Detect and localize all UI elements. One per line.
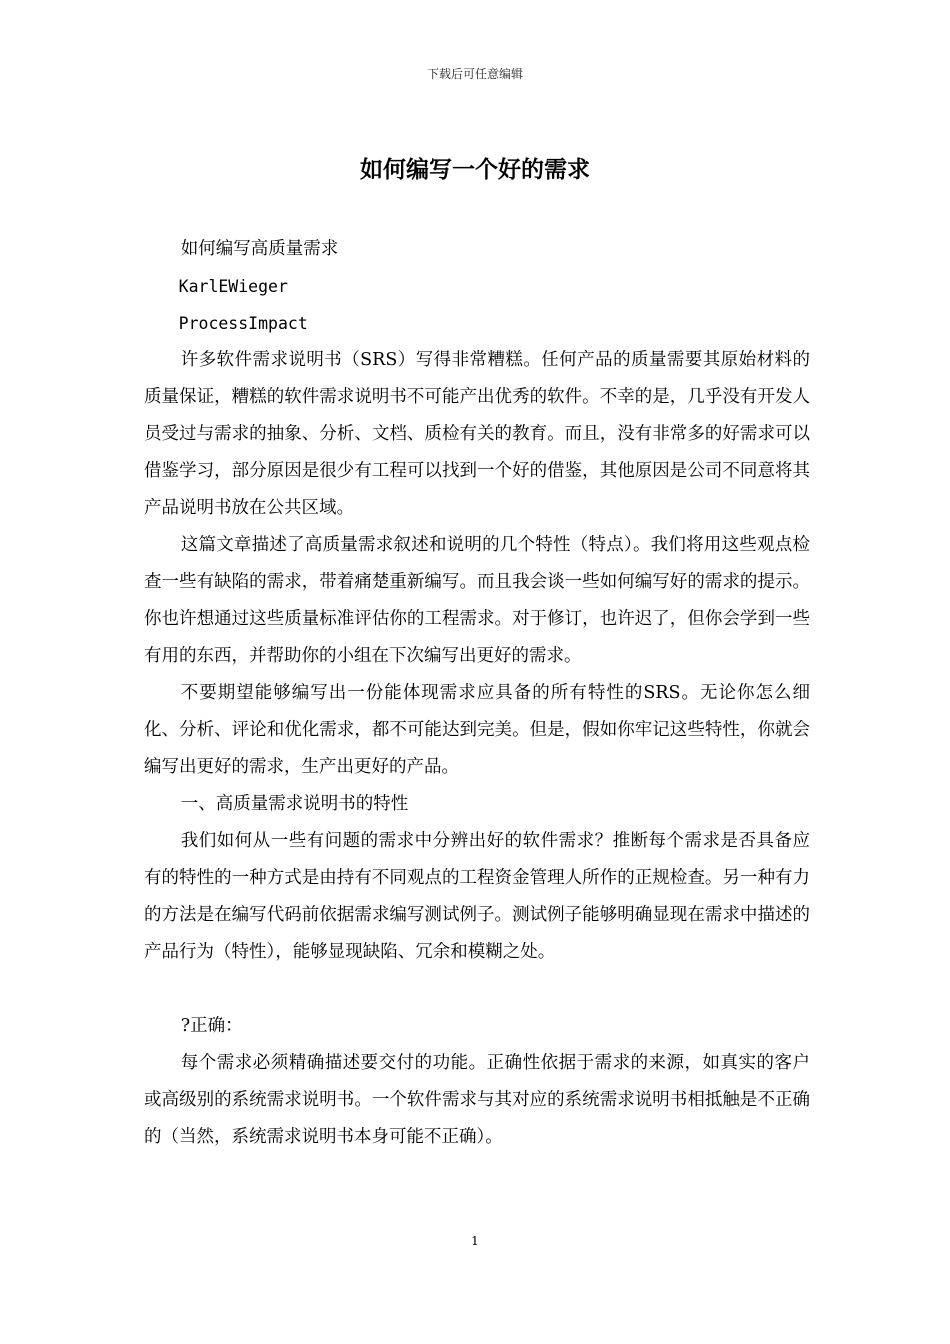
document-body [144,231,810,1156]
page-number: 1 [471,1234,479,1248]
paragraph-section1: 我们如何从一些有问题的需求中分辨出好的软件需求？推断每个需求是否具备应有的特性的一种方式是由持有不同观点的工程资金管理人所作的正规检查。另一种有力的方法是在编写代码前依据需求编写测试例子。测试例子能够明确显现在需求中描述的产品行为（特性），能够显现缺陷、冗余和模糊之处。 [144,831,810,962]
paragraph-purpose: 这篇文章描述了高质量需求叙述和说明的几个特性（特点）。我们将用这些观点检查一些有缺陷的需求，带着痛楚重新编写。而且我会谈一些如何编写好的需求的提示。你也许想通过这些质量标准评估你的工程需求。对于修订，也许迟了，但你会学到一些有用的东西，并帮助你的小组在下次编写出更好的需求。 [144,535,810,666]
subtitle: 如何编写高质量需求 [180,239,339,259]
company-name: ProcessImpact [178,314,308,333]
blank-line [144,971,810,1008]
correct-heading: ?正确： [180,1016,243,1036]
paragraph-intro: 许多软件需求说明书（SRS）写得非常糟糕。任何产品的质量需要其原始材料的质量保证，糟糕的软件需求说明书不可能产出优秀的软件。不幸的是，几乎没有开发人员受过与需求的抽象、分析、文档、质检有关的教育。而且，没有非常多的好需求可以借鉴学习，部分原因是很少有工程可以找到一个好的借鉴，其他原因是公司不同意将其产品说明书放在公共区域。 [144,350,810,518]
section-heading: 一、高质量需求说明书的特性 [180,794,409,814]
paragraph-expectation: 不要期望能够编写出一份能体现需求应具备的所有特性的SRS。无论你怎么细化、分析、评论和优化需求，都不可能达到完美。但是，假如你牢记这些特性，你就会编写出更好的需求，生产出更好的产品。 [144,683,810,777]
author-name: KarlEWieger [178,277,288,296]
document-title: 如何编写一个好的需求 [360,156,590,183]
paragraph-correct: 每个需求必须精确描述要交付的功能。正确性依据于需求的来源，如真实的客户或高级别的系统需求说明书。一个软件需求与其对应的系统需求说明书相抵触是不正确的（当然，系统需求说明书本身可能不正确）。 [144,1053,810,1147]
page-header: 下载后可任意编辑 [426,67,523,81]
